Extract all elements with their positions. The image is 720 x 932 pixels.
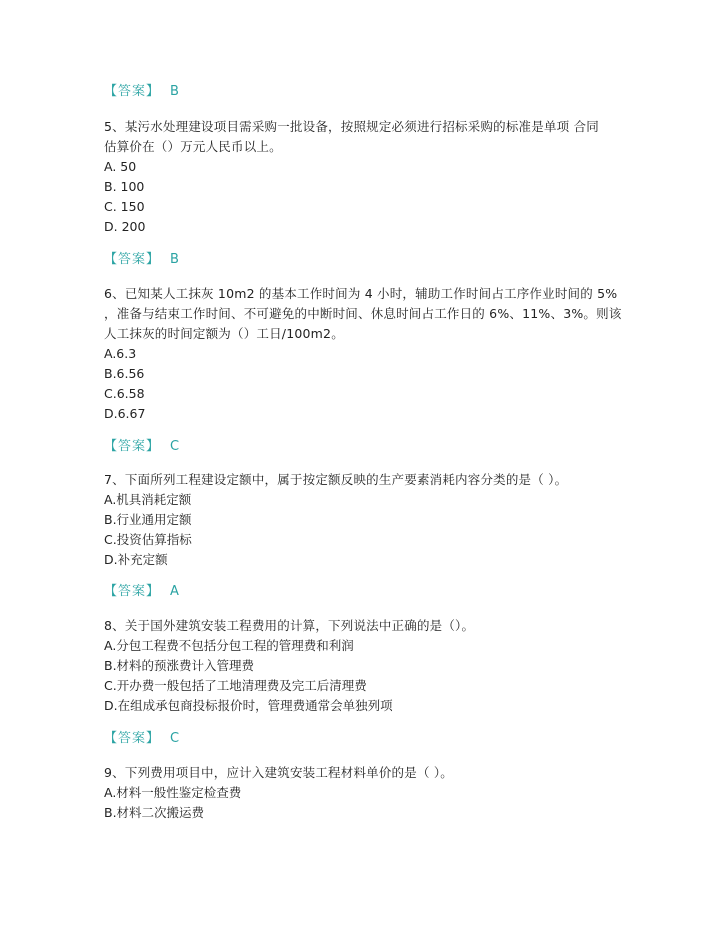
answer-line <box>104 250 179 270</box>
answer-line <box>104 437 179 457</box>
question-8-option-c: C.开办费一般包括了工地清理费及完工后清理费 <box>104 678 367 693</box>
question-6-text-line-2: ，准备与结束工作时间、不可避免的中断时间、休息时间占工作日的 6%、11%、3%。则该 <box>104 306 622 321</box>
answer-value: A <box>170 584 179 599</box>
question-6-option-d: D.6.67 <box>104 406 146 421</box>
question-6-text-line-1: 6、已知某人工抹灰 10m2 的基本工作时间为 4 小时，辅助工作时间占工序作业时间的 5% <box>104 286 618 301</box>
question-6-text-line-3: 人工抹灰的时间定额为（）工日/100m2。 <box>104 326 344 341</box>
question-9-text-line-1: 9、下列费用项目中，应计入建筑安装工程材料单价的是（ ）。 <box>104 765 453 780</box>
question-5-text-line-2: 估算价在（）万元人民币以上。 <box>104 139 282 154</box>
question-7-option-d: D.补充定额 <box>104 552 168 567</box>
question-9-option-b: B.材料二次搬运费 <box>104 805 205 820</box>
answer-label: 【答案】 <box>104 84 161 99</box>
answer-label: 【答案】 <box>104 439 161 454</box>
question-8-option-d: D.在组成承包商投标报价时，管理费通常会单独列项 <box>104 698 393 713</box>
answer-label: 【答案】 <box>104 731 161 746</box>
answer-value: C <box>170 439 180 454</box>
question-8-option-b: B.材料的预涨费计入管理费 <box>104 658 255 673</box>
answer-value: B <box>170 84 179 99</box>
question-9-option-a: A.材料一般性鉴定检查费 <box>104 785 242 800</box>
question-5-text-line-1: 5、某污水处理建设项目需采购一批设备，按照规定必须进行招标采购的标准是单项 合同 <box>104 119 599 134</box>
question-8-option-a: A.分包工程费不包括分包工程的管理费和利润 <box>104 638 354 653</box>
question-7-option-c: C.投资估算指标 <box>104 532 192 547</box>
answer-line <box>104 582 179 602</box>
question-7-option-a: A.机具消耗定额 <box>104 492 192 507</box>
question-5-option-d: D. 200 <box>104 219 146 234</box>
question-6-option-a: A.6.3 <box>104 346 137 361</box>
answer-value: B <box>170 252 179 267</box>
answer-value: C <box>170 731 180 746</box>
question-6-option-b: B.6.56 <box>104 366 145 381</box>
answer-label: 【答案】 <box>104 584 161 599</box>
question-5-option-a: A. 50 <box>104 159 137 174</box>
answer-line <box>104 82 179 102</box>
question-5-option-b: B. 100 <box>104 179 145 194</box>
answer-label: 【答案】 <box>104 252 161 267</box>
question-5-option-c: C. 150 <box>104 199 145 214</box>
question-7-option-b: B.行业通用定额 <box>104 512 192 527</box>
answer-line <box>104 729 179 749</box>
question-7-text-line-1: 7、下面所列工程建设定额中，属于按定额反映的生产要素消耗内容分类的是（ ）。 <box>104 472 568 487</box>
question-8-text-line-1: 8、关于国外建筑安装工程费用的计算，下列说法中正确的是（）。 <box>104 618 475 633</box>
question-6-option-c: C.6.58 <box>104 386 145 401</box>
